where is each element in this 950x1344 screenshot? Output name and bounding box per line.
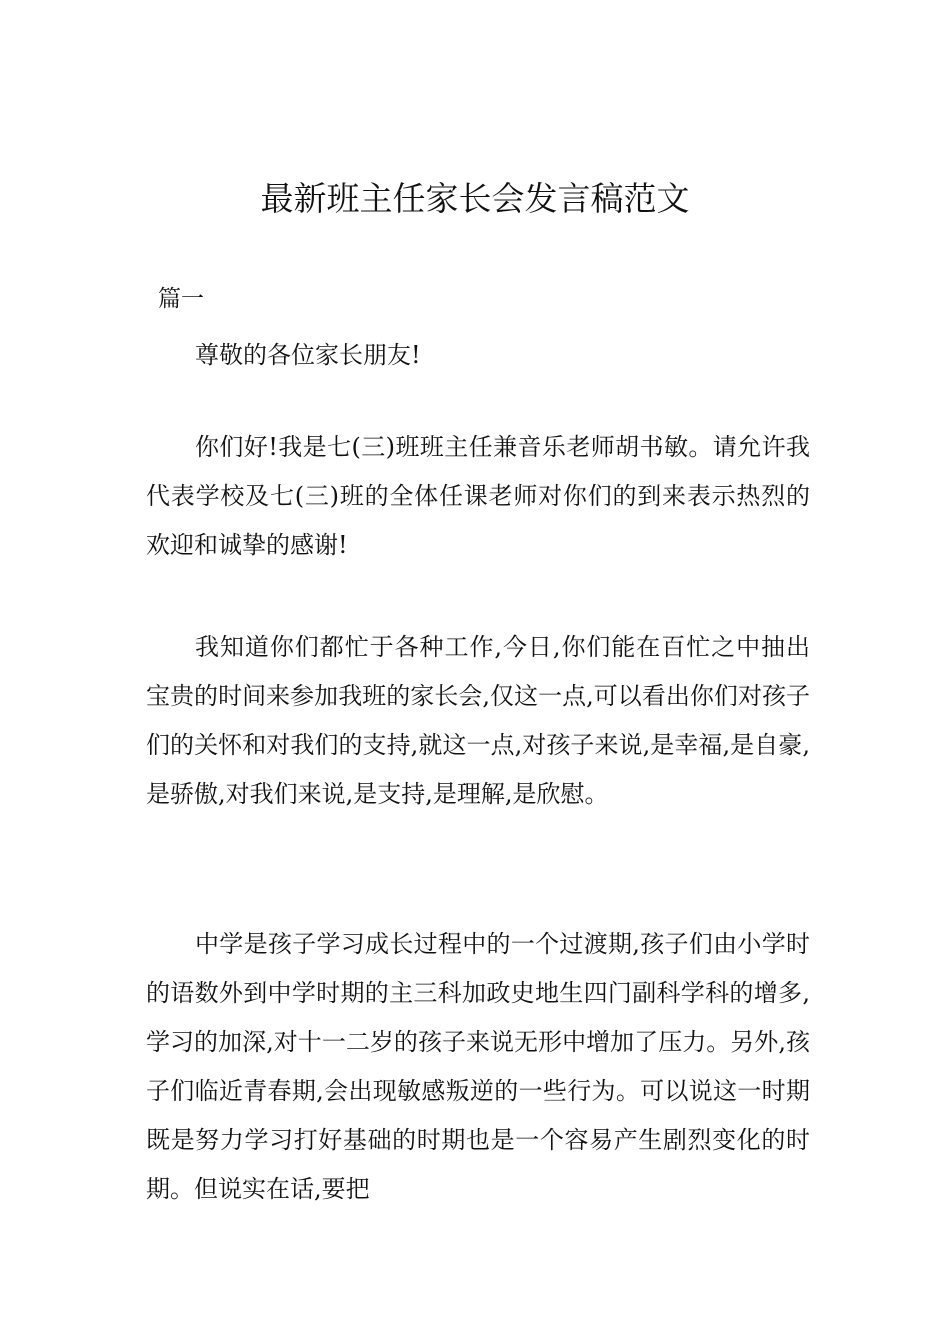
page-title: 最新班主任家长会发言稿范文 <box>260 179 690 218</box>
paragraph-appreciation: 我知道你们都忙于各种工作,今日,你们能在百忙之中抽出宝贵的时间来参加我班的家长会,仅这一点,可以看出你们对孩子们的关怀和对我们的支持,就这一点,对孩子来说,是幸福,是自豪,是骄傲,对我们来说,是支持,是理解,是欣慰。 <box>146 633 810 808</box>
greeting-line: 尊敬的各位家长朋友! <box>195 341 421 369</box>
paragraph-introduction: 你们好!我是七(三)班班主任兼音乐老师胡书敏。请允许我代表学校及七(三)班的全体任课老师对你们的到来表示热烈的欢迎和诚挚的感谢! <box>146 433 810 559</box>
paragraph-middle-school: 中学是孩子学习成长过程中的一个过渡期,孩子们由小学时的语数外到中学时期的主三科加政史地生四门副科学科的增多,学习的加深,对十一二岁的孩子来说无形中增加了压力。另外,孩子们临近青春期,会出现敏感叛逆的一些行为。可以说这一时期既是努力学习打好基础的时期也是一个容易产生剧烈变化的时期。但说实在话,要把 <box>146 930 810 1203</box>
section-label: 篇一 <box>158 286 204 312</box>
